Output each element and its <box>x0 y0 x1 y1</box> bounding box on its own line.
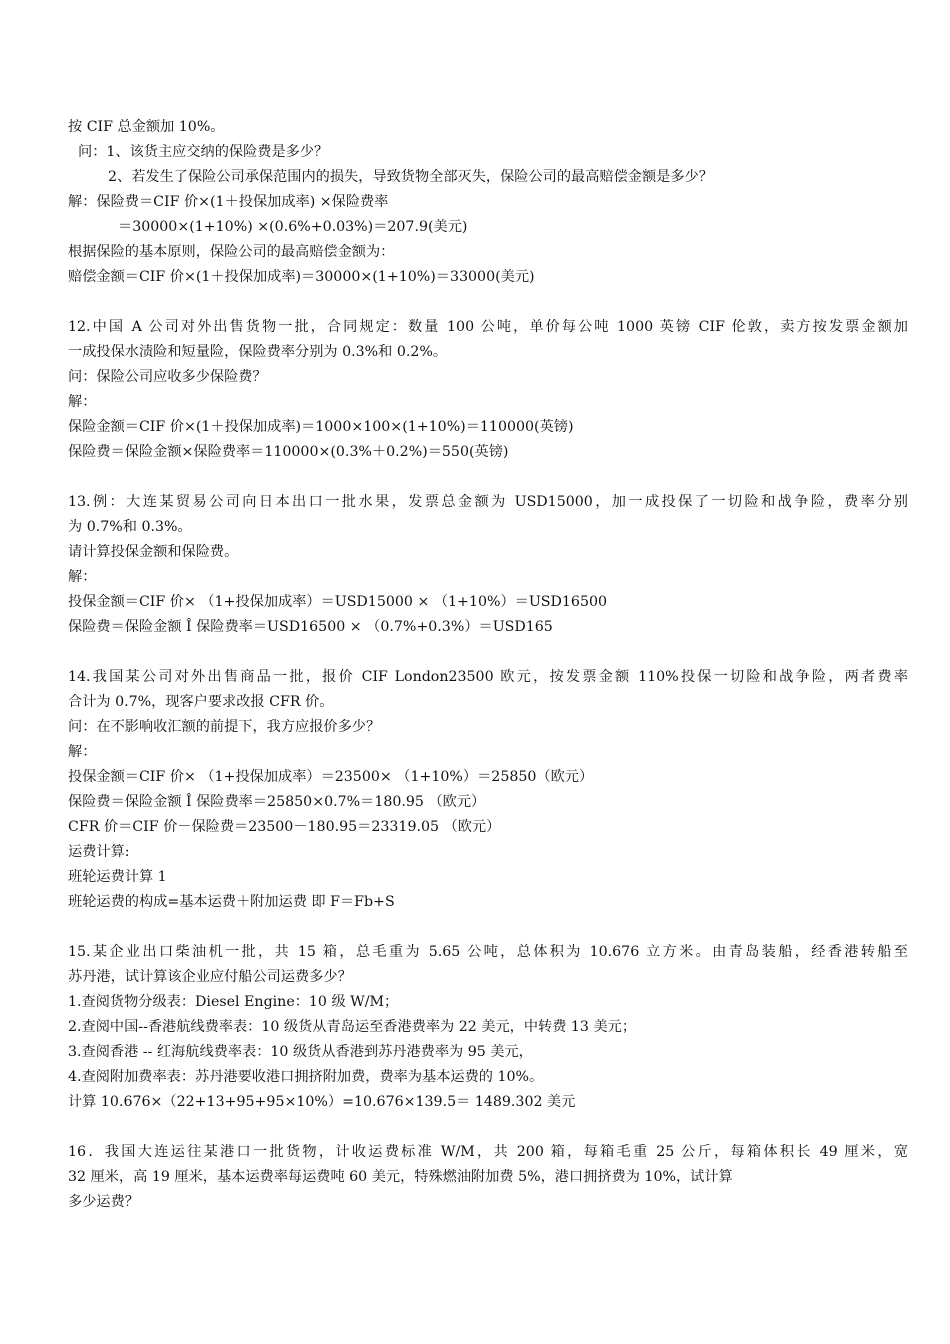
problem-12-line: 一成投保水渍险和短量险，保险费率分别为 0.3%和 0.2%。 <box>68 344 448 360</box>
formula-line: ＝30000×(1+10%) ×(0.6%+0.03%)＝207.9(美元) <box>118 219 468 235</box>
step-line: 2.查阅中国--香港航线费率表：10 级货从青岛运至香港费率为 22 美元，中转费 13 美元； <box>68 1019 637 1035</box>
problem-14-line: 合计为 0.7%，现客户要求改报 CFR 价。 <box>68 694 334 710</box>
formula-line: 计算 10.676×（22+13+95+95×10%）=10.676×139.5＝ 1489.302 美元 <box>68 1094 576 1110</box>
step-line: 3.查阅香港 -- 红海航线费率表：10 级货从香港到苏丹港费率为 95 美元， <box>68 1044 533 1060</box>
problem-15-line: 15.某企业出口柴油机一批，共 15 箱，总毛重为 5.65 公吨，总体积为 10.676 立方米。由青岛装船，经香港转船至 <box>68 944 908 960</box>
solution-label: 解： <box>68 394 97 410</box>
formula-line: 保险费＝保险金额×保险费率＝110000×(0.3%＋0.2%)＝550(英镑) <box>68 444 509 460</box>
text-line: 根据保险的基本原则，保险公司的最高赔偿金额为： <box>68 244 395 260</box>
question-line: 问：在不影响收汇额的前提下，我方应报价多少？ <box>68 719 381 735</box>
problem-15-line: 苏丹港，试计算该企业应付船公司运费多少？ <box>68 969 352 985</box>
problem-13-line: 为 0.7%和 0.3%。 <box>68 519 192 535</box>
question-line: 问：1、该货主应交纳的保险费是多少？ <box>78 144 329 160</box>
solution-label: 解： <box>68 744 97 760</box>
formula-line: 投保金额＝CIF 价× （1+投保加成率）＝USD15000 × （1+10%）＝USD16500 <box>68 594 608 610</box>
question-line: 请计算投保金额和保险费。 <box>68 544 239 560</box>
solution-label: 解： <box>68 569 97 585</box>
formula-line: 保险费＝保险金额 Î 保险费率＝USD16500 × （0.7%+0.3%）＝USD165 <box>68 619 553 635</box>
step-line: 1.查阅货物分级表：Diesel Engine：10 级 W/M； <box>68 994 399 1010</box>
formula-line: 保险费＝保险金额 Î 保险费率＝25850×0.7%＝180.95 （欧元） <box>68 794 486 810</box>
text-line: 按 CIF 总金额加 10%。 <box>68 119 225 135</box>
question-line: 问：保险公司应收多少保险费？ <box>68 369 267 385</box>
problem-13-line: 13.例：大连某贸易公司向日本出口一批水果，发票总金额为 USD15000，加一成投保了一切险和战争险，费率分别 <box>68 494 908 510</box>
text-line: 班轮运费的构成=基本运费＋附加运费 即 F＝Fb+S <box>68 894 395 910</box>
step-line: 4.查阅附加费率表：苏丹港要收港口拥挤附加费，费率为基本运费的 10%。 <box>68 1069 544 1085</box>
formula-line: 投保金额＝CIF 价× （1+投保加成率）＝23500× （1+10%）＝25850（欧元） <box>68 769 594 785</box>
problem-16-line: 16．我国大连运往某港口一批货物，计收运费标准 W/M，共 200 箱，每箱毛重 25 公斤，每箱体积长 49 厘米，宽 <box>68 1144 908 1160</box>
formula-line: 赔偿金额＝CIF 价×(1＋投保加成率)＝30000×(1+10%)＝33000(美元) <box>68 269 535 285</box>
problem-12-line: 12.中国 A 公司对外出售货物一批，合同规定：数量 100 公吨，单价每公吨 1000 英镑 CIF 伦敦，卖方按发票金额加 <box>68 319 908 335</box>
section-heading: 班轮运费计算 1 <box>68 869 167 885</box>
problem-14-line: 14.我国某公司对外出售商品一批，报价 CIF London23500 欧元，按发票金额 110%投保一切险和战争险，两者费率 <box>68 669 908 685</box>
problem-16-line: 32 厘米，高 19 厘米，基本运费率每运费吨 60 美元，特殊燃油附加费 5%，港口拥挤费为 10%，试计算 <box>68 1169 733 1185</box>
formula-line: 保险金额＝CIF 价×(1＋投保加成率)＝1000×100×(1+10%)＝110000(英镑) <box>68 419 574 435</box>
formula-line: CFR 价＝CIF 价－保险费＝23500－180.95＝23319.05 （欧元） <box>68 819 501 835</box>
section-heading: 运费计算: <box>68 844 130 860</box>
question-line: 2、若发生了保险公司承保范围内的损失，导致货物全部灭失，保险公司的最高赔偿金额是多少？ <box>108 169 713 185</box>
solution-line: 解：保险费＝CIF 价×(1＋投保加成率) ×保险费率 <box>68 194 389 210</box>
problem-16-line: 多少运费？ <box>68 1194 139 1210</box>
